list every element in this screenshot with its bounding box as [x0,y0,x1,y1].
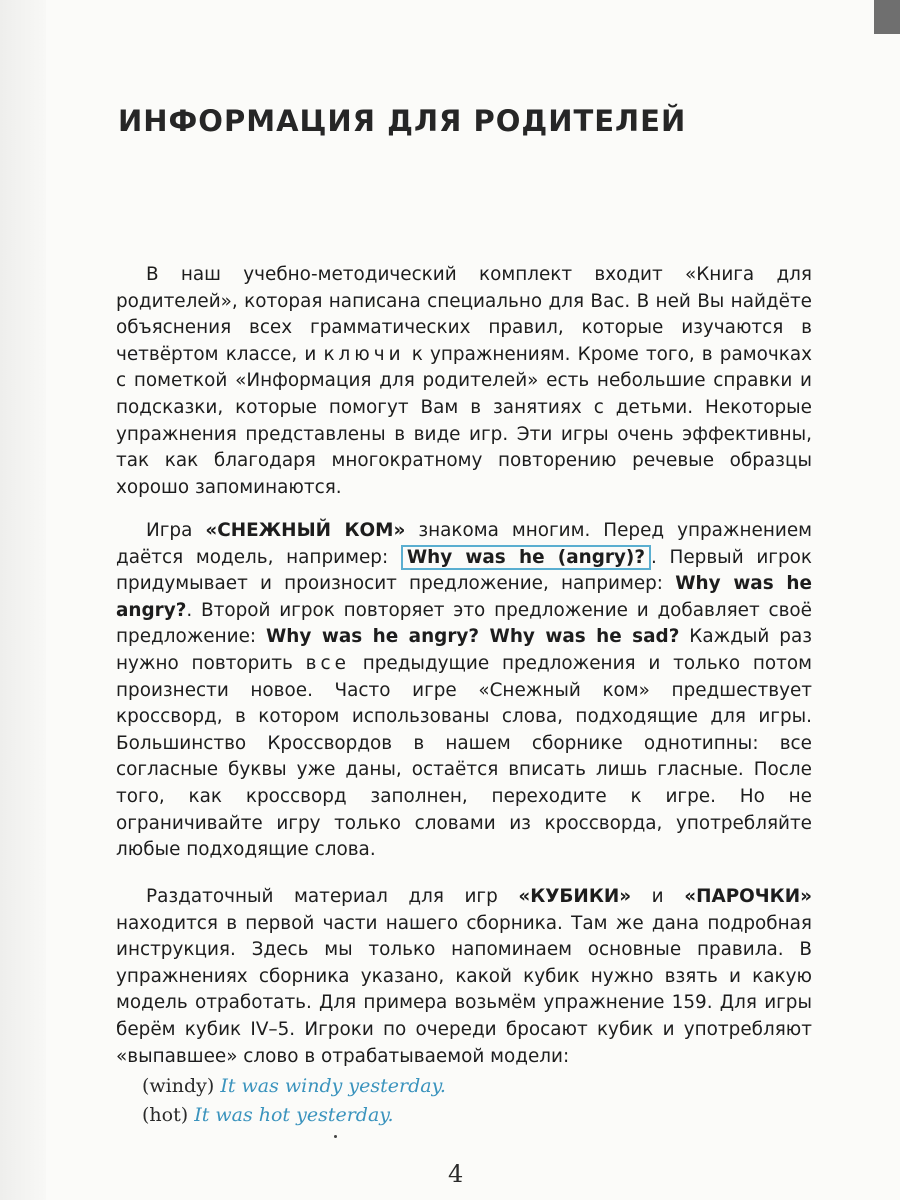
paragraph-snowball [116,518,812,864]
example-word: (windy) [142,1075,215,1097]
page-number: 4 [448,1160,464,1188]
snowball-game-name: «СНЕЖНЫЙ КОМ» [205,520,406,541]
page-title: ИНФОРМАЦИЯ ДЛЯ РОДИТЕЛЕЙ [118,104,687,138]
intro-text-1: В наш учебно-методический комплект входит «Книга для родителей», которая написана специально для Вас. В ней Вы найдёте объяснения всех грамматических правил, которые изучаются в четвёртом классе, и [116,264,812,365]
example-line-windy [142,1075,446,1097]
snowball-after-model: . Первый игрок придумывает и произносит предложение, например: [116,546,812,595]
snowball-example-1: Why was he angry? [116,573,812,621]
keys-word: ключи [323,343,405,365]
model-box: Why was he (angry)? [401,545,651,570]
page-edge [0,0,46,1200]
dice-rest: находится в первой части нашего сборника. Там же дана подробная инструкция. Здесь мы только напоминаем основные правила. В упражнениях сборника указано, какой кубик нужно взять и какую модель отработать. Для примера возьмём упражнение 159. Для игры берём кубик IV–5. Игроки по очереди бросают кубик и употребляют «выпавшее» слово в отрабатываемой модели: [116,912,812,1067]
dice-lead: Раздаточный материал для игр [146,886,519,907]
stray-dot [334,1135,337,1138]
corner-mark [874,0,900,34]
paragraph-dice [116,884,812,1070]
snowball-rest: предыдущие предложения и только потом произнести новое. Часто игре «Снежный ком» предшествует кроссворд, в котором использованы слова, подходящие для игры. Большинство Кроссвордов в нашем сборнике однотипны: все согласные буквы уже даны, остаётся вписать лишь гласные. После того, как кроссворд заполнен, переходите к игре. Но не ограничивайте игру только словами из кроссворда, употребляйте любые подходящие слова. [116,652,812,861]
example-sentence: It was hot yesterday. [194,1104,394,1126]
dice-game-1: «КУБИКИ» [518,886,632,907]
all-word: все [305,652,350,674]
snowball-example-2: Why was he angry? Why was he sad? [266,626,680,648]
snowball-middle: . Второй игрок повторяет это предложение и добавляет своё предложение: [116,599,812,648]
intro-text-2: к упражнениям. Кроме того, в рамочках с пометкой «Информация для родителей» есть небольшие справки и подсказки, которые помогут Вам в занятиях с детьми. Некоторые упражнения представлены в виде игр. Эти игры очень эффективны, так как благодаря многократному повторению речевые образцы хорошо запоминаются. [116,343,812,498]
dice-game-2: «ПАРОЧКИ» [684,886,812,907]
paragraph-intro [116,262,812,501]
dice-and: и [631,886,685,907]
snowball-after-name: знакома многим. Перед упражнением даётся модель, например: [116,520,813,568]
example-word: (hot) [142,1104,189,1126]
example-line-hot [142,1104,394,1126]
example-sentence: It was windy yesterday. [220,1075,446,1097]
snowball-lead: Игра [146,520,206,541]
snowball-before-all: Каждый раз нужно повторить [116,626,813,674]
